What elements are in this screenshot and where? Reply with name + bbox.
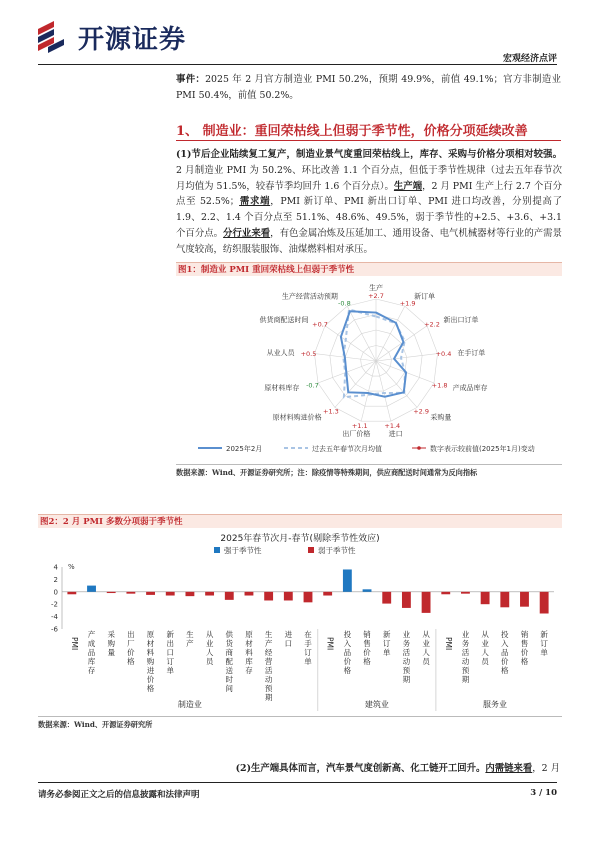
x-tick-label-char: 经 — [264, 648, 273, 657]
para2-highlight: 内需链来看 — [485, 763, 533, 774]
x-tick-label — [70, 637, 79, 650]
x-tick-label-char: 出 — [166, 639, 174, 648]
bar — [205, 592, 214, 596]
bar — [245, 592, 254, 596]
x-tick-label-char: 业 — [481, 639, 489, 648]
x-tick-label — [285, 629, 293, 648]
x-tick-label — [540, 629, 548, 657]
radar-category-label: 从业人员 — [266, 349, 295, 358]
x-tick-label-char: 业 — [205, 639, 214, 648]
x-tick-label-char: 活 — [402, 648, 411, 657]
bar — [461, 592, 470, 594]
x-tick-label — [186, 629, 194, 648]
report-type: 宏观经济点评 — [502, 54, 557, 64]
x-tick-label — [245, 630, 253, 675]
x-tick-label-char: 购 — [146, 657, 155, 666]
x-tick-label-char: 量 — [107, 648, 115, 657]
x-tick-label-char: 进 — [146, 666, 155, 675]
legend-label-feb-2025: 2025年2月 — [226, 445, 263, 453]
x-tick-label-char: 材 — [146, 639, 155, 648]
x-tick-label-char: 新 — [166, 630, 174, 639]
x-tick-label-char: 订 — [304, 648, 312, 657]
x-tick-label-char: 配 — [225, 657, 234, 666]
event-paragraph — [176, 72, 561, 104]
x-tick-label-char: 品 — [343, 648, 352, 657]
radar-change-label: +0.4 — [435, 350, 452, 359]
body-paragraph-1 — [176, 147, 562, 258]
event-label: 事件： — [176, 74, 206, 85]
x-tick-label-char: 投 — [501, 630, 509, 639]
x-tick-label-char: 单 — [540, 648, 548, 657]
x-tick-label-char: 单 — [382, 648, 391, 657]
section-number: 1、 — [176, 124, 199, 139]
y-axis-unit: % — [68, 563, 75, 571]
radar-change-label: +1.8 — [431, 381, 448, 390]
x-tick-label — [444, 637, 453, 650]
radar-category-label: 出厂价格 — [342, 429, 371, 438]
bar — [500, 592, 509, 608]
x-tick-label-char: 售 — [363, 639, 371, 648]
x-tick-label-char: 存 — [245, 666, 253, 675]
radar-category-label: 在手订单 — [457, 349, 486, 358]
bar — [185, 592, 194, 596]
x-tick-label-char: 单 — [166, 666, 174, 675]
x-tick-label-char: 从 — [481, 630, 489, 639]
radar-change-label: +0.5 — [300, 350, 317, 359]
group-label: 建筑业 — [364, 700, 389, 709]
x-tick-label — [363, 629, 371, 666]
x-tick-label-text: PMI — [69, 637, 79, 651]
section-divider — [176, 140, 561, 141]
legend-label-strong: 强于季节性 — [224, 546, 262, 555]
logo-text: 开源证券 — [78, 25, 187, 55]
figure2-source: 数据来源：Wind、开源证券研究所 — [38, 716, 562, 730]
x-tick-label — [422, 629, 430, 666]
x-tick-label-char: 原 — [245, 630, 253, 639]
radar-change-label: +1.4 — [384, 422, 401, 431]
radar-category-label: 进口 — [388, 429, 403, 438]
para1-highlight-2: 需求端 — [239, 196, 271, 208]
radar-change-label: +1.3 — [323, 407, 339, 416]
radar-change-label: +2.2 — [424, 320, 440, 329]
x-tick-label-char: 人 — [481, 648, 489, 657]
legend-label-seasonal-avg: 过去五年春节次月均值 — [312, 445, 382, 453]
x-tick-label — [265, 629, 273, 702]
x-tick-label-char: 格 — [520, 657, 529, 666]
x-tick-label-char: 新 — [382, 630, 391, 639]
x-tick-label — [481, 629, 489, 666]
y-tick-label: 0 — [53, 588, 58, 597]
x-tick-label-char: 口 — [166, 648, 174, 657]
x-tick-label-char: 业 — [461, 630, 470, 639]
x-tick-label-char: 预 — [402, 666, 411, 675]
x-tick-label-char: 售 — [520, 639, 529, 648]
x-tick-label-char: 价 — [363, 648, 371, 657]
bar — [264, 592, 273, 601]
radar-category-label: 产成品库存 — [452, 384, 488, 393]
radar-spoke-8 — [335, 361, 376, 407]
x-tick-label-char: 销 — [520, 630, 529, 639]
radar-category-label: 原材料库存 — [264, 384, 300, 393]
x-tick-label-char: 员 — [481, 657, 489, 666]
y-tick-label: 4 — [53, 563, 58, 572]
x-tick-label-char: 品 — [87, 648, 96, 657]
x-tick-label-char: 员 — [422, 657, 430, 666]
para1-text-4: ，有色金属冶炼及压延加工、通用设备、电气机械器材等行业的产需景气度较高，纺织服装服饰、油煤燃料相对承压。 — [176, 227, 562, 255]
x-tick-label — [166, 629, 174, 675]
x-tick-label-char: 价 — [343, 657, 352, 666]
radar-change-label: +1.1 — [351, 422, 368, 431]
x-tick-label-char: 务 — [461, 639, 470, 648]
x-tick-label-char: 入 — [343, 639, 352, 648]
x-tick-label-char: 入 — [501, 639, 509, 648]
x-tick-label-char: 人 — [422, 648, 430, 657]
para1-text-2: ，2 月 PMI 生产上行 2.7 个百分点至 52.5%； — [176, 180, 562, 208]
figure1-title: 图1：制造业 PMI 重回荣枯线上但弱于季节性 — [176, 262, 562, 276]
x-tick-label — [501, 629, 509, 675]
body-paragraph-2 — [200, 760, 560, 774]
radar-category-label: 新出口订单 — [443, 315, 479, 324]
x-tick-label-text: PMI — [325, 637, 335, 651]
bar-chart-title: 2025年春节次月-春节(剔除季节性效应) — [220, 534, 380, 544]
radar-change-label: -0.8 — [338, 299, 351, 308]
bar — [382, 592, 391, 604]
x-tick-label-char: 采 — [107, 630, 115, 639]
x-tick-label-char: 在 — [304, 630, 312, 639]
x-tick-label-char: 出 — [127, 630, 135, 639]
footer-divider — [38, 782, 557, 783]
x-tick-label-char: 期 — [461, 675, 470, 684]
x-tick-label-char: 从 — [422, 630, 430, 639]
x-tick-label — [147, 630, 155, 693]
x-tick-label-char: 时 — [225, 675, 234, 684]
bar — [363, 589, 372, 591]
bar — [67, 592, 76, 594]
x-tick-label-char: 动 — [461, 657, 470, 666]
x-tick-label-char: 格 — [146, 684, 155, 693]
x-tick-label — [462, 629, 470, 684]
radar-category-label: 原材料购进价格 — [272, 413, 322, 422]
radar-category-label: 新订单 — [414, 292, 436, 301]
x-tick-label-char: 人 — [205, 648, 214, 657]
x-tick-label-char: 从 — [205, 630, 214, 639]
bar — [422, 592, 431, 613]
x-tick-label-char: 生 — [264, 630, 273, 639]
bar — [441, 592, 450, 594]
x-tick-label-char: 购 — [107, 639, 115, 648]
bar — [520, 592, 529, 607]
radar-change-label: +0.7 — [312, 320, 328, 329]
footer-disclaimer: 请务必参阅正文之后的信息披露和法律声明 — [38, 790, 200, 800]
x-tick-label-char: 存 — [87, 666, 96, 675]
bar — [87, 586, 96, 592]
x-tick-label-char: 格 — [363, 657, 371, 666]
x-tick-label-char: 料 — [245, 648, 253, 657]
bar — [107, 592, 116, 593]
figure1-source: 数据来源：Wind、开源证券研究所；注：除疫情等特殊期间，供应商配送时间通常为反向指标 — [176, 464, 562, 478]
logo-mark-icon — [34, 17, 74, 57]
x-tick-label-char: 成 — [87, 639, 96, 648]
radar-category-label: 供货商配送时间 — [259, 315, 309, 324]
x-tick-label-char: 产 — [186, 639, 194, 648]
x-tick-label-char: 动 — [264, 675, 273, 684]
x-tick-label-char: 务 — [402, 639, 411, 648]
section-heading — [176, 120, 566, 139]
x-tick-label-char: 库 — [87, 657, 96, 666]
bar — [225, 592, 234, 600]
para2-text: ，2 月 — [532, 763, 560, 774]
para1-text-1: 2 月制造业 PMI 为 50.2%、环比改善 1.1 个百分点，但低于季节性规律（过去五年春节次月均值为 51.5%，较春节季均回升 1.6 个百分点）。 — [176, 164, 562, 192]
bar — [323, 592, 332, 596]
radar-change-label: +2.7 — [368, 292, 384, 300]
page-number: 3 / 10 — [530, 788, 557, 798]
legend-swatch-strong — [214, 547, 220, 553]
bar — [343, 569, 352, 591]
x-tick-label-char: 间 — [225, 684, 234, 693]
x-tick-label-char: 业 — [422, 639, 430, 648]
header-divider — [38, 64, 557, 65]
para1-highlight-1: 生产端 — [393, 180, 423, 192]
para2-lead: (2)生产端具体而言，汽车景气度创新高、化工链开工回升。 — [235, 763, 486, 774]
x-tick-label — [226, 629, 234, 693]
x-tick-label-char: 材 — [245, 639, 253, 648]
x-tick-label-char: 价 — [520, 648, 529, 657]
x-tick-label — [344, 629, 352, 675]
x-tick-label-char: 手 — [304, 639, 312, 648]
radar-change-label: +1.9 — [399, 299, 416, 308]
x-tick-label-char: 单 — [304, 657, 312, 666]
para1-text-3: ，PMI 新订单、PMI 新出口订单、PMI 进口均改善，分别提高了 1.9、2.2、1.4 个百分点至 51.1%、48.6%、49.5%，弱于季节性的+2.5、+3.6、+3.1 个百分点。 — [176, 196, 562, 239]
bar — [304, 592, 313, 603]
x-tick-label-char: 产 — [264, 639, 273, 648]
y-tick-label: -2 — [51, 600, 58, 609]
x-tick-label — [326, 637, 335, 650]
x-tick-label-char: 价 — [146, 675, 155, 684]
event-text: 2025 年 2 月官方制造业 PMI 50.2%，预期 49.9%，前值 49.1%；官方非制造业 PMI 50.4%，前值 50.2%。 — [176, 74, 561, 101]
x-tick-label-char: 员 — [205, 657, 214, 666]
x-tick-label-char: 订 — [166, 657, 174, 666]
x-tick-label-char: 库 — [245, 657, 253, 666]
x-tick-label-char: 活 — [264, 666, 273, 675]
x-tick-label-char: 送 — [225, 666, 234, 675]
bar — [402, 592, 411, 608]
x-tick-label-char: 动 — [402, 657, 411, 666]
x-tick-label-char: 活 — [461, 648, 470, 657]
x-tick-label — [403, 629, 411, 684]
x-tick-label-char: 货 — [225, 639, 234, 648]
x-tick-label-char: 期 — [402, 675, 411, 684]
x-tick-label — [304, 629, 312, 666]
legend-swatch-weak — [308, 547, 314, 553]
legend-label-change: 数字表示较前值(2025年1月)变动 — [430, 445, 535, 453]
y-tick-label: 2 — [53, 575, 58, 584]
figure2-title: 图2：2 月 PMI 多数分项弱于季节性 — [38, 514, 562, 528]
section-title: 制造业：重回荣枯线上但弱于季节性，价格分项延续改善 — [202, 124, 528, 139]
radar-svg — [176, 279, 562, 459]
x-tick-label-char: 预 — [461, 666, 470, 675]
x-tick-label — [383, 629, 391, 657]
x-tick-label-char: 格 — [127, 657, 135, 666]
bar-svg — [38, 529, 562, 713]
x-tick-label-char: 格 — [501, 666, 509, 675]
group-label: 制造业 — [177, 700, 202, 709]
radar-change-label: +2.9 — [413, 407, 429, 416]
x-tick-label-char: 价 — [501, 657, 509, 666]
x-tick-label-char: 品 — [501, 648, 509, 657]
x-tick-label-char: 供 — [225, 630, 234, 639]
x-tick-label — [88, 629, 96, 675]
legend-marker-change — [417, 446, 421, 450]
x-tick-label — [107, 629, 115, 657]
legend-label-weak: 弱于季节性 — [318, 546, 356, 555]
x-tick-label-char: 新 — [540, 630, 548, 639]
figure1-radar-chart — [176, 279, 562, 459]
bar — [284, 592, 293, 601]
bar — [540, 592, 549, 614]
x-tick-label-text: PMI — [443, 637, 453, 651]
radar-category-label: 生产经营活动预期 — [281, 292, 338, 301]
x-tick-label-char: 生 — [186, 630, 194, 639]
radar-category-label: 采购量 — [430, 413, 452, 422]
bar — [481, 592, 490, 604]
bar — [146, 592, 155, 595]
x-tick-label — [521, 629, 529, 666]
x-tick-label-char: 产 — [87, 630, 96, 639]
x-tick-label-char: 营 — [264, 657, 273, 666]
x-tick-label-char: 厂 — [127, 639, 135, 648]
x-tick-label — [127, 629, 135, 666]
x-tick-label-char: 口 — [284, 639, 293, 648]
x-tick-label — [206, 629, 214, 666]
radar-spoke-5 — [376, 361, 417, 407]
x-tick-label-char: 投 — [343, 630, 352, 639]
x-tick-label-char: 商 — [225, 648, 234, 657]
y-tick-label: -6 — [51, 625, 58, 634]
para1-highlight-3: 分行业来看 — [223, 227, 271, 239]
bar — [126, 592, 135, 594]
x-tick-label-char: 原 — [146, 630, 155, 639]
radar-spoke-12 — [347, 306, 376, 361]
para1-lead: (1)节后企业陆续复工复产，制造业景气度重回荣枯线上，库存、采购与价格分项相对较强。 — [176, 149, 562, 160]
x-tick-label-char: 预 — [264, 684, 273, 693]
x-tick-label-char: 销 — [363, 630, 371, 639]
bar — [166, 592, 175, 596]
x-tick-label-char: 期 — [264, 693, 273, 702]
figure2-bar-chart — [38, 529, 562, 713]
x-tick-label-char: 订 — [540, 639, 548, 648]
radar-change-label: -0.7 — [306, 381, 319, 390]
x-tick-label-char: 料 — [146, 648, 155, 657]
x-tick-label-char: 进 — [284, 630, 293, 639]
x-tick-label-char: 业 — [402, 630, 411, 639]
x-tick-label-char: 订 — [382, 639, 391, 648]
x-tick-label-char: 格 — [343, 666, 352, 675]
x-tick-label-char: 价 — [127, 648, 135, 657]
company-logo — [34, 17, 204, 59]
radar-category-label: 生产 — [369, 284, 383, 292]
y-tick-label: -4 — [51, 613, 58, 622]
group-label: 服务业 — [482, 700, 507, 709]
